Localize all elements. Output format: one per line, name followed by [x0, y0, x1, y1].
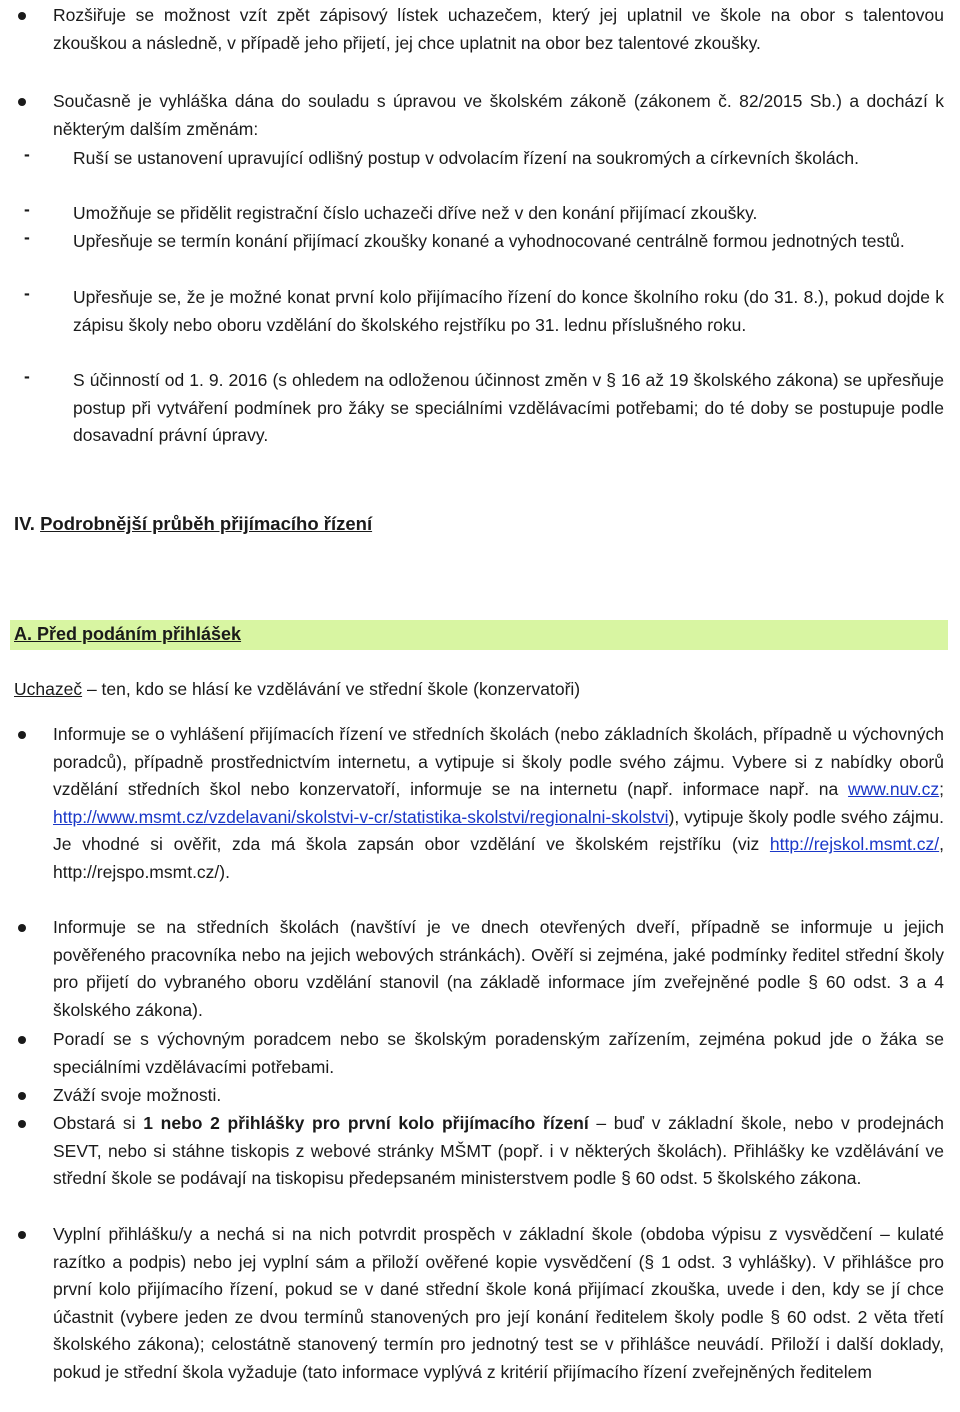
- link-rejskol[interactable]: http://rejskol.msmt.cz/: [769, 834, 940, 855]
- dash-marker: -: [24, 366, 30, 386]
- applicant-definition-text: – ten, kdo se hlásí ke vzdělávání ve střední škole (konzervatoři): [82, 679, 581, 699]
- subsection-banner: [10, 620, 948, 650]
- list-item: [20, 1082, 944, 1110]
- change-item: [24, 228, 944, 256]
- section-heading: [14, 510, 372, 538]
- bullet-text: Současně je vyhláška dána do souladu s úpravou ve školském zákoně (zákonem č. 82/2015 Sb.) a dochází k některým dalším změnám:: [53, 91, 944, 139]
- list-item: [20, 914, 944, 1024]
- dash-marker: -: [24, 227, 30, 247]
- change-item: [24, 367, 944, 450]
- text-run: Informuje se o vyhlášení přijímacích řízení ve středních školách (nebo základních školách, případně u výchovných poradců), případně prostřednictvím internetu, a vytipuje si školy podle svého zájmu. Vybere si z nabídky oborů vzdělání středních škol nebo konzervatoří, informuje se na internetu (např. informace např. na: [53, 724, 944, 800]
- change-text: Upřesňuje se termín konání přijímací zkoušky konané a vyhodnocované centrálně formou jednotných testů.: [73, 231, 905, 251]
- change-text: S účinností od 1. 9. 2016 (s ohledem na odloženou účinnost změn v § 16 až 19 školského zákona) se upřesňuje postup při vytváření podmínek pro žáky se speciálními vzdělávacími potřebami; do té doby se postupuje podle dosavadní právní úpravy.: [73, 370, 944, 446]
- applicant-definition: [14, 676, 580, 704]
- list-item: [20, 2, 944, 57]
- bold-text: 1 nebo 2 přihlášky pro první kolo přijímacího řízení: [143, 1113, 589, 1133]
- bullet-text: [53, 1110, 944, 1193]
- change-item: [24, 145, 944, 173]
- dash-marker: -: [24, 199, 30, 219]
- change-item: [24, 200, 944, 228]
- applicant-term: Uchazeč: [14, 679, 83, 699]
- bullet-text: Zváží svoje možnosti.: [53, 1085, 222, 1105]
- link-msmt[interactable]: http://www.msmt.cz/vzdelavani/skolstvi-v-cr/statistika-skolstvi/regionalni-skolstvi: [53, 806, 669, 827]
- change-text: Umožňuje se přidělit registrační číslo uchazeči dříve než v den konání přijímací zkoušky.: [73, 203, 758, 223]
- text-run: – buď v základní škole, nebo v prodejnách SEVT, nebo si stáhne tiskopis z webové stránky MŠMT (popř. i v některých školách). Přihlášky ke vzdělávání ve střední škole se podávají na tiskopisu předepsaném ministerstvem podle § 60 odst. 5 školského zákona.: [53, 1113, 944, 1189]
- bullet-text: Vyplní přihlášku/y a nechá si na nich potvrdit prospěch v základní škole (obdoba výpisu z vysvědčení – kulaté razítko a podpis) nebo jej vyplní sám a přiloží ověřené kopie vysvědčení (§ 1 odst. 3 vyhlášky). V přihlášce pro první kolo přijímacího řízení, pokud se v dané střední škole koná přijímací zkouška, uvede i den, kdy se jí chce účastnit (vybere jeden ze dvou termínů stanovených pro její konání ředitelem školy podle § 60 odst. 2 věta třetí školského zákona); celostátně stanovený termín pro jednotný test se v přihlášce neuvádí. Přiloží i další doklady, pokud je střední škola vyžaduje (tato informace vyplývá z kritérií přijímacího řízení zveřejněných ředitelem: [53, 1224, 944, 1382]
- change-item: [24, 284, 944, 339]
- list-item: [20, 1221, 944, 1387]
- list-item: [20, 88, 944, 143]
- link-nuv[interactable]: www.nuv.cz: [848, 779, 940, 800]
- text-run: ), vytipuje školy podle svého zájmu. Je vhodné si ověřit, zda má škola zapsán obor vzdělání ve školském rejstříku (viz: [53, 806, 944, 855]
- section-title: Podrobnější průběh přijímacího řízení: [40, 513, 373, 534]
- list-item: [20, 1110, 944, 1193]
- bullet-text: Rozšiřuje se možnost vzít zpět zápisový lístek uchazečem, který jej uplatnil ve škole na obor s talentovou zkouškou a následně, v případě jeho přijetí, jej chce uplatnit na obor bez talentové zkoušky.: [53, 5, 944, 53]
- dash-marker: -: [24, 144, 30, 164]
- bullet-text: Poradí se s výchovným poradcem nebo se školským poradenským zařízením, zejména pokud jde o žáka se speciálními vzdělávacími potřebami.: [53, 1029, 944, 1077]
- text-run: , http://rejspo.msmt.cz/).: [53, 834, 944, 882]
- list-item: [20, 721, 944, 887]
- change-text: Upřesňuje se, že je možné konat první kolo přijímacího řízení do konce školního roku (do 31. 8.), pokud dojde k zápisu školy nebo oboru vzdělání do školského rejstříku po 31. lednu příslušného roku.: [73, 287, 944, 335]
- text-run: ;: [939, 779, 944, 800]
- text-run: Obstará si: [53, 1113, 144, 1133]
- bullet-text: [53, 721, 944, 887]
- section-number: IV.: [14, 513, 35, 534]
- change-text: Ruší se ustanovení upravující odlišný postup v odvolacím řízení na soukromých a církevních školách.: [73, 148, 859, 168]
- subsection-title: A. Před podáním přihlášek: [14, 624, 242, 644]
- bullet-text: Informuje se na středních školách (navštíví je ve dnech otevřených dveří, případně se informuje u jejich pověřeného pracovníka nebo na jejich webových stránkách). Ověří si zejména, jaké podmínky ředitel střední školy pro přijetí do vybraného oboru vzdělání stanovil (na základě informace jím zveřejněné podle § 60 odst. 3 a 4 školského zákona).: [53, 917, 944, 1020]
- dash-marker: -: [24, 283, 30, 303]
- list-item: [20, 1026, 944, 1081]
